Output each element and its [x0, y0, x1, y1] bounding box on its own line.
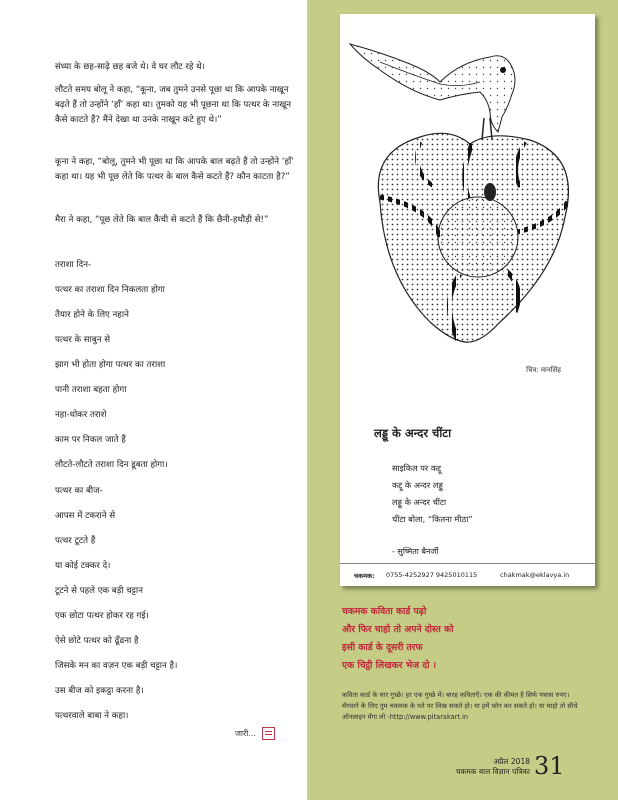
card-poem-line: साइकिल पर कद्दू: [392, 463, 442, 473]
poem-line: या कोई टक्कर दे।: [55, 561, 111, 571]
poet-name: - सुष्मिता बैनर्जी: [392, 547, 439, 556]
poem-line: पत्थर के साबुन से: [55, 335, 111, 345]
poem-line: उस बीज को इकट्ठा करना है।: [55, 686, 144, 696]
info-paragraph: कविता कार्ड के चार गुच्छे। हर एक गुच्छे में। बारह कविताएँ। एक की कीमत है सिर्फ पचास रुपए। मँगवाने के लिए तुम चकमक के पते पर लिख सकते हो। या हमें फोन कर सकते हो। या चाहो तो सीधे ऑनलाइन मँगा लो -http://www.pitarakart.in: [342, 691, 578, 721]
poem-line: काम पर निकल जाते हैं: [55, 435, 126, 445]
poem-line: एक छोटा पत्थर होकर रह गई।: [55, 611, 149, 621]
poem-line: झाग भी होता होगा पत्थर का तराशा: [55, 360, 166, 370]
poem-line: पत्थर का बीज-: [55, 486, 103, 496]
poem-line: तराशा दिन-: [55, 260, 92, 270]
paragraph-3: कूना ने कहा, “बोलू, तुमने भी पूछा था कि आपके बाल बढ़ते हैं तो उन्होंने ‘हाँ’ कहा था। यह भी पूछ लेते कि पत्थर के बाल कैसे कटते हैं? कौन काटता है?”: [55, 157, 294, 182]
card-footer: [340, 563, 595, 586]
illustration-credit: चित्र: मानसिंह: [526, 366, 561, 374]
poem-line: आपस में टकराने से: [55, 511, 116, 521]
poem-line: टूटने से पहले एक बड़ी चट्टान: [55, 586, 143, 596]
poem-line: पत्थर का तराशा दिन निकलता होगा: [55, 285, 165, 295]
issue-date: अप्रैल 2018: [493, 757, 530, 766]
card-poem-line: चींटा बोला, “कितना मीठा”: [392, 514, 473, 524]
card-footer-brand: चकमक:: [354, 572, 375, 580]
card-poem-line: लड्डू के अन्दर चींटा: [392, 497, 447, 507]
poem-line: पत्थर टूटते हैं: [55, 536, 96, 546]
paragraph-1: संध्या के छह-साढ़े छह बजे थे। वे घर लौट रहे थे।: [55, 62, 205, 72]
poem-line: नहा-धोकर तराशे: [55, 410, 107, 420]
continued-marker: [235, 727, 275, 740]
poem-line: लौटते-लौटते तराशा दिन डूबता होगा।: [55, 460, 168, 470]
card-poem-title: लड्डू के अन्दर चींटा: [374, 426, 452, 440]
promo-line: चकमक कविता कार्ड पढ़ो: [342, 606, 427, 617]
promo-line: इसी कार्ड के दूसरी तरफ: [342, 642, 423, 653]
paragraph-4: मैरा ने कहा, “पूछ लेते कि बाल कैंची से कटते हैं कि छैनी-हथौड़ी से!”: [55, 215, 269, 225]
poem-card: [340, 14, 595, 586]
card-footer-phones: 0755-4252927 9425010115: [386, 571, 478, 579]
poem-line: पानी तराशा बहता होगा: [55, 385, 127, 395]
ornament-icon: [262, 727, 275, 740]
poem-line: तैयार होने के लिए नहाने: [55, 310, 129, 320]
card-poem-line: कद्दू के अन्दर लड्डू: [392, 480, 443, 490]
poem-line: जिसके मन का वज़न एक बड़ी चट्टान है।: [55, 661, 178, 671]
paragraph-2: लौटते समय बोलू ने कहा, “कूना, जब तुमने उनसे पूछा था कि आपके नाखून बढ़ते हैं तो उन्होंने ‘हाँ’ कहा था। तुमको यह भी पूछना था कि पत्थर के नाखून कैसे काटते हैं? मैंने देखा था उनके नाखून कटे हुए थे।”: [55, 85, 291, 125]
page-number: 31: [534, 752, 565, 780]
page-footer: [420, 757, 530, 777]
magazine-name: चकमक बाल विज्ञान पत्रिका: [455, 767, 530, 776]
card-footer-email: chakmak@eklavya.in: [500, 571, 570, 579]
poem-line: पत्थरवाले बाबा ने कहा।: [55, 711, 129, 721]
promo-line: एक चिट्ठी लिखकर भेज दो ।: [342, 660, 437, 671]
promo-line: और फिर चाहो तो अपने दोस्त को: [342, 624, 454, 635]
poem-line: ऐसे छोटे पत्थर को ढूँढना है: [55, 636, 139, 646]
bird-on-stone-illustration: [340, 22, 595, 362]
continued-label: जारी...: [235, 729, 256, 738]
